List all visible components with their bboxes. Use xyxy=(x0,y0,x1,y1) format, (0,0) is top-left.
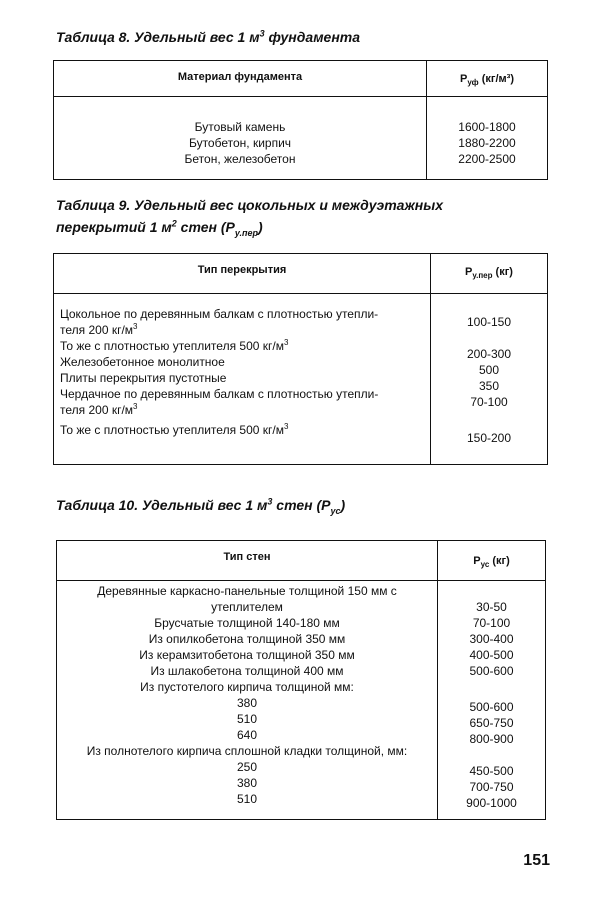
table10-row-name: 380 xyxy=(236,696,258,710)
table10-row-name: Деревянные каркасно-панельные толщиной 150 мм с xyxy=(97,584,397,598)
table10-row-name: 510 xyxy=(236,712,258,726)
table10-row-name: 250 xyxy=(236,760,258,774)
page-number: 151 xyxy=(523,852,550,869)
table10-row-name: утеплителем xyxy=(211,600,283,614)
table9-row-name: То же с плотностью утеплителя 500 $кг/м^3$ xyxy=(60,338,289,353)
table9-row-name-cont: теля 200 $кг/м^3$ xyxy=(60,322,138,337)
table10-row-name: 640 xyxy=(236,728,258,742)
table9-header-type: Тип перекрытия xyxy=(54,254,431,294)
table10-row-name: Брусчатые толщиной 140-180 мм xyxy=(154,616,340,630)
table9 xyxy=(53,253,548,465)
table8-material-column xyxy=(54,97,427,180)
table10-row-value: 300-400 xyxy=(469,632,514,646)
table10 xyxy=(56,540,546,820)
table8-row-value: 2200-2500 xyxy=(458,152,516,166)
table8-row-value: 1600-1800 xyxy=(458,120,516,134)
table8-value-column xyxy=(427,97,548,180)
table10-row-value: 450-500 xyxy=(469,764,514,778)
table10-row-name: Из шлакобетона толщиной 400 мм xyxy=(150,664,344,678)
table10-row-name: Из опилкобетона толщиной 350 мм xyxy=(148,632,346,646)
table9-row-name: Чердачное по деревянным балкам с плотностью утепли- xyxy=(60,387,379,401)
table10-row-value: 30-50 xyxy=(476,600,507,614)
table10-row-name: Из керамзитобетона толщиной 350 мм xyxy=(139,648,355,662)
table10-row-value: 800-900 xyxy=(469,732,514,746)
table10-row-value: 900-1000 xyxy=(466,796,517,810)
table10-row-name: 380 xyxy=(236,776,258,790)
table10-caption: Таблица 10. Удельный вес 1 $м^3$ стен $(P_{ус})$ xyxy=(56,496,346,516)
table9-header-value: $P_{у.пер}$ (кг) xyxy=(431,254,548,294)
table10-row-value: 650-750 xyxy=(469,716,514,730)
table10-row-name: Из полнотелого кирпича сплошной кладки толщиной, мм: xyxy=(86,744,408,758)
table10-row-value: 400-500 xyxy=(469,648,514,662)
table9-row-name: То же с плотностью утеплителя 500 $кг/м^3$ xyxy=(60,422,289,437)
table10-row-value: 500-600 xyxy=(469,700,514,714)
table9-row-name-cont: теля 200 $кг/м^3$ xyxy=(60,402,138,417)
table9-row-name: Цокольное по деревянным балкам с плотностью утепли- xyxy=(60,307,379,321)
table10-header-type: Тип стен xyxy=(57,541,438,581)
table9-type-column xyxy=(54,294,431,465)
table9-row-value: 200-300 xyxy=(466,347,512,361)
table8-row-name: Бетон, железобетон xyxy=(184,152,296,166)
table8-caption: Таблица 8. Удельный вес 1 $м^3$ фундамента xyxy=(56,28,361,45)
table10-row-name: 510 xyxy=(236,792,258,806)
table10-value-column xyxy=(438,581,546,820)
table8 xyxy=(53,60,548,180)
table10-type-column xyxy=(57,581,438,820)
table9-row-name: Железобетонное монолитное xyxy=(60,355,225,369)
table9-row-value: 70-100 xyxy=(470,395,508,409)
table8-row-value: 1880-2200 xyxy=(458,136,516,150)
table10-row-value: 70-100 xyxy=(472,616,511,630)
table8-row-name: Бутовый камень xyxy=(194,120,286,134)
table9-row-name: Плиты перекрытия пустотные xyxy=(60,371,227,385)
table9-value-column xyxy=(431,294,548,465)
table8-header-material: Материал фундамента xyxy=(54,61,427,97)
table8-row-name: Бутобетон, кирпич xyxy=(188,136,292,150)
table10-row-value: 700-750 xyxy=(469,780,514,794)
table9-row-value: 100-150 xyxy=(466,315,512,329)
table9-row-value: 150-200 xyxy=(466,431,512,445)
table9-caption: Таблица 9. Удельный вес цокольных и междуэтажных перекрытий 1 $м^2$ стен $(P_{у.пер})$ xyxy=(56,197,443,238)
table10-row-name: Из пустотелого кирпича толщиной мм: xyxy=(140,680,354,694)
table10-header-value: $P_{ус}$ (кг) xyxy=(438,541,546,581)
table9-row-value: 350 xyxy=(478,379,500,393)
table9-row-value: 500 xyxy=(478,363,500,377)
table10-row-value: 500-600 xyxy=(469,664,514,678)
table8-header-value: $P_{уф}$ (кг/м³) xyxy=(427,61,548,97)
